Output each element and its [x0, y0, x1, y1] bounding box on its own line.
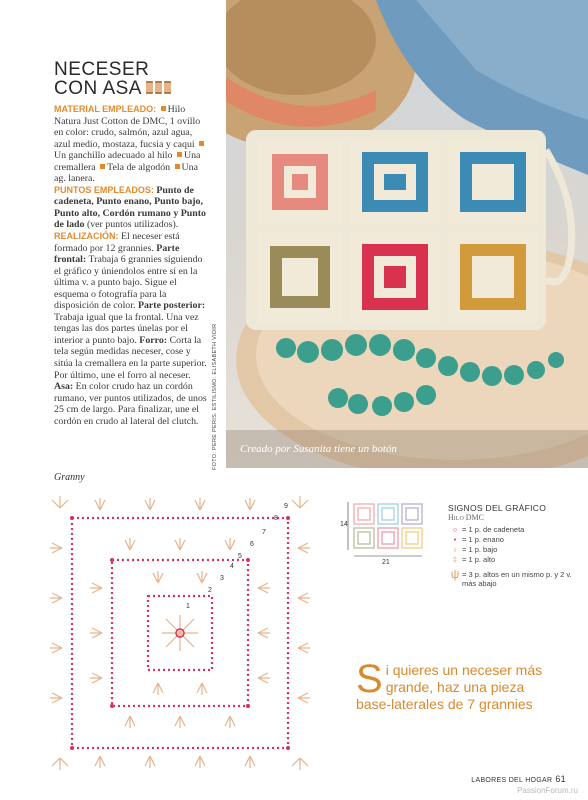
- magazine-name: LABORES DEL HOGAR: [471, 777, 553, 784]
- slip-stitch-icon: •: [453, 535, 457, 544]
- photo-illustration: [226, 0, 588, 468]
- puntos-heading: PUNTOS EMPLEADOS:: [54, 184, 154, 195]
- bullet-square-icon: [100, 164, 105, 169]
- chart-legend: [448, 503, 578, 589]
- cluster-stitch-icon: ψ: [450, 567, 460, 581]
- double-crochet-icon: ‡: [452, 555, 458, 564]
- legend-item-label: = 3 p. altos en un mismo p. y 2 v. más abajo: [462, 570, 572, 588]
- spool-icon: [164, 81, 171, 94]
- height-label: 14: [340, 521, 348, 528]
- legend-item-label: = 1 p. bajo: [462, 545, 498, 554]
- pull-quote: [356, 657, 556, 713]
- page-footer: [471, 774, 566, 784]
- photo-caption: Creado por Susanita tiene un botón: [240, 443, 397, 455]
- asa-text: En color crudo haz un cordón rumano, ver puntos utilizados, de unos 25 cm de largo. Para finalizar, une el cordón en crudo al lateral del clutch.: [54, 381, 207, 427]
- photo-credit: FOTO: PERE PERIS. ESTILISMO: ELISABETH VIDIR: [212, 323, 218, 470]
- legend-item-label: = 1 p. de cadeneta: [462, 525, 525, 534]
- material-item: Un ganchillo adecuado al hilo: [54, 150, 173, 162]
- round-number: 1: [186, 603, 190, 610]
- title-line-1: NECESER: [54, 59, 150, 80]
- granny-crochet-diagram: [50, 488, 312, 778]
- frontal-text: Trabaja 6 grannies siguiendo el gráfico y úniendolos entre sí en la última v. a punto bajo. Sigue el esquema o fotografía para la disposición de color.: [54, 254, 203, 312]
- granny-diagram-svg: [50, 488, 312, 778]
- round-number: 7: [262, 529, 266, 536]
- round-number: 4: [230, 563, 234, 570]
- round-number: 5: [238, 553, 242, 560]
- legend-title: SIGNOS DEL GRÁFICO: [448, 503, 547, 513]
- round-number: 8: [274, 515, 278, 522]
- bullet-square-icon: [175, 164, 180, 169]
- bullet-square-icon: [177, 152, 182, 157]
- drop-cap: S: [356, 657, 383, 701]
- legend-subtitle: Hilo DMC: [448, 513, 484, 522]
- article-body: [54, 104, 208, 427]
- material-heading: MATERIAL EMPLEADO:: [54, 104, 157, 114]
- quote-text: i quieres un neceser más grande, haz una pieza base-laterales de 7 grannies: [356, 662, 543, 712]
- title-line-2: CON ASA: [54, 78, 142, 99]
- spool-icon: [155, 81, 162, 94]
- round-number: 6: [250, 541, 254, 548]
- material-item: Tela de algodón: [107, 161, 171, 173]
- realizacion-intro: El neceser está formado por 12 grannies.: [54, 231, 180, 254]
- legend-item-label: = 1 p. enano: [462, 535, 504, 544]
- color-layout-svg: [340, 498, 440, 570]
- bullet-square-icon: [161, 106, 166, 111]
- material-item: Hilo Natura Just Cotton de DMC, 1 ovillo en color: crudo, salmón, azul agua, azul medio, mostaza, fucsia y caqui: [54, 104, 201, 150]
- posterior-label: Parte posterior:: [137, 300, 206, 312]
- material-item: Una ag. lanera.: [54, 161, 198, 185]
- chain-stitch-icon: ○: [452, 525, 458, 534]
- legend-item: [448, 525, 578, 534]
- puntos-suffix: (ver puntos utilizados).: [86, 219, 179, 231]
- puntos-text: Punto de cadeneta, Punto enano, Punto bajo, Punto alto, Cordón rumano y Punto de lado: [54, 184, 206, 231]
- legend-item-label: = 1 p. alto: [462, 555, 496, 564]
- legend-item: [448, 567, 578, 588]
- width-label: 21: [382, 559, 390, 566]
- forro-label: Forro:: [139, 334, 168, 346]
- color-layout-chart: [340, 498, 440, 570]
- product-photo: [226, 0, 588, 468]
- forro-text: Corta la tela según medidas neceser, cose y sitúa la cremallera en la parte superior. Por último, une el forro al neceser.: [54, 334, 207, 381]
- watermark: PassionForum.ru: [517, 786, 578, 795]
- single-crochet-icon: ı: [453, 545, 457, 554]
- material-item: Una cremallera: [54, 150, 201, 173]
- round-number: 9: [284, 503, 288, 510]
- spool-icons: [146, 79, 173, 98]
- frontal-label: Parte frontal:: [54, 242, 180, 266]
- page-number: 61: [555, 774, 566, 784]
- legend-item: [448, 545, 578, 554]
- bullet-square-icon: [199, 141, 204, 146]
- posterior-text: Trabaja igual que la frontal. Una vez tengas las dos partes únelas por el interior a punto bajo.: [54, 311, 199, 346]
- asa-label: Asa:: [54, 381, 74, 393]
- legend-item: [448, 535, 578, 544]
- spool-icon: [146, 81, 153, 94]
- legend-item: [448, 555, 578, 564]
- diagram-label: Granny: [54, 472, 85, 483]
- round-number: 3: [220, 575, 224, 582]
- article-title: [54, 60, 224, 98]
- round-number: 2: [208, 587, 212, 594]
- realizacion-heading: REALIZACIÓN:: [54, 231, 119, 242]
